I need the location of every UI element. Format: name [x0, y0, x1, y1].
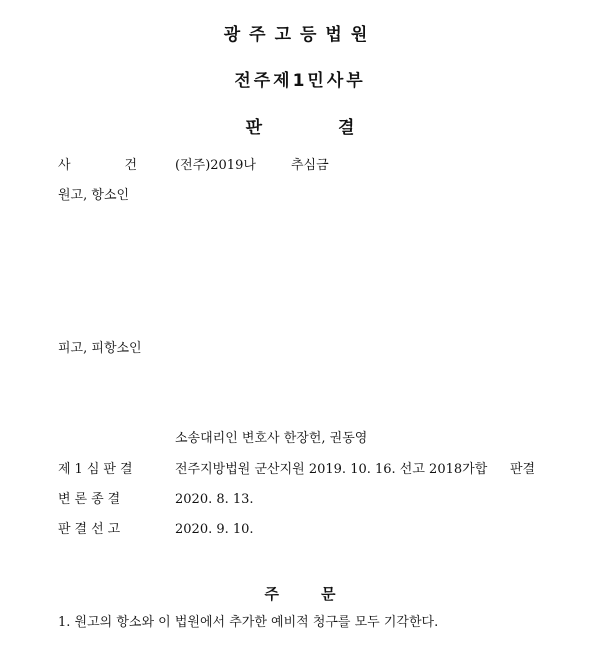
- disposition-item: 1. 원고의 항소와 이 법원에서 추가한 예비적 청구를 모두 기각한다.: [58, 615, 439, 630]
- disposition-heading: 주문: [264, 585, 378, 603]
- defendant-label: 피고, 피항소인: [58, 341, 142, 356]
- court-name: 광주고등법원: [223, 25, 377, 45]
- sentencing-date: 2020. 9. 10.: [175, 522, 254, 537]
- first-judgment-suffix: 판결: [510, 462, 536, 477]
- document-type: 판결: [245, 118, 431, 138]
- closing-argument-label: 변론종결: [58, 492, 125, 507]
- division-name: 전주제1민사부: [234, 71, 366, 91]
- attorney-line: 소송대리인 변호사 한장헌, 권동영: [175, 431, 368, 446]
- plaintiff-label: 원고, 항소인: [58, 188, 130, 203]
- case-label: 사건: [58, 158, 192, 173]
- first-judgment-label: 제1심판결: [58, 462, 137, 477]
- closing-argument-date: 2020. 8. 13.: [175, 492, 254, 507]
- case-name: 추심금: [291, 158, 329, 173]
- case-number: (전주)2019나: [175, 158, 256, 173]
- first-judgment-value: 전주지방법원 군산지원 2019. 10. 16. 선고 2018가합: [175, 462, 488, 477]
- sentencing-label: 판결선고: [58, 522, 125, 537]
